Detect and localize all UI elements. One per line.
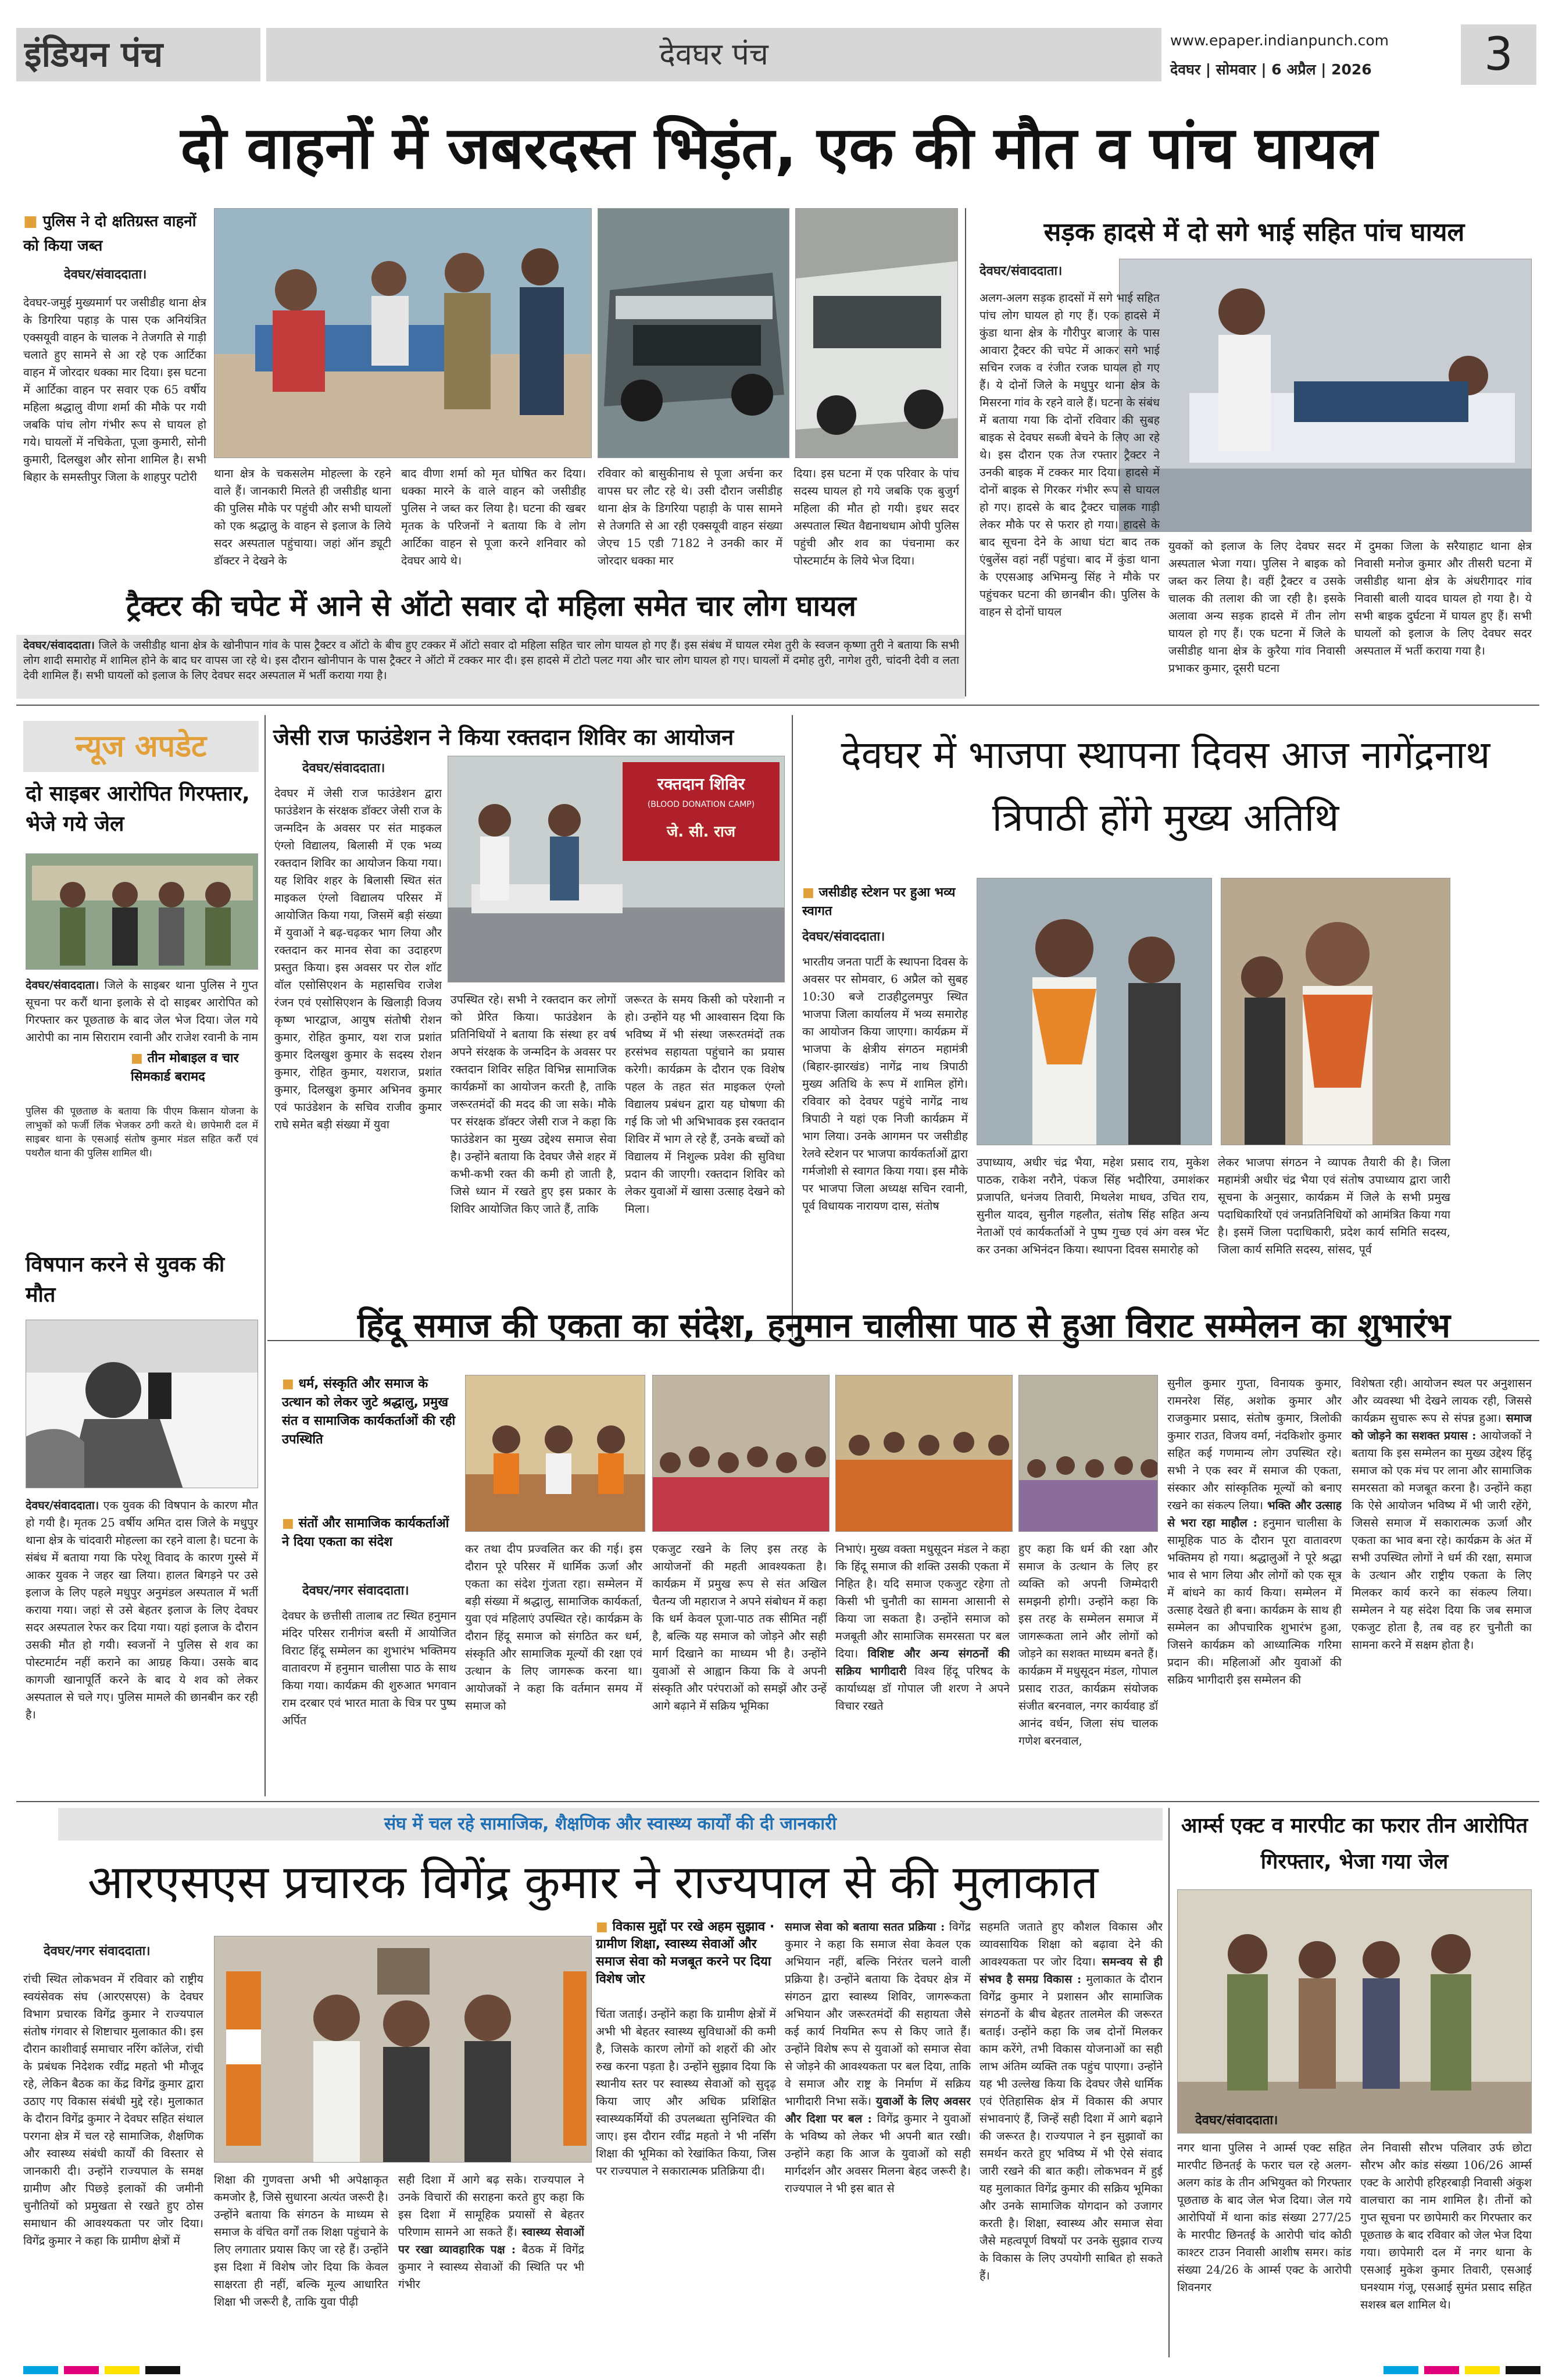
lead-subhead <box>23 209 209 262</box>
arms-headline: आर्म्स एक्ट व मारपीट का फरार तीन आरोपित गिरफ्तार, भेजा गया जेल <box>1181 1814 1528 1874</box>
rss-col-3 <box>398 2171 584 2357</box>
lead-photo-car-side <box>795 208 958 458</box>
hindu-subhead-2-text: संतों और सामाजिक कार्यकर्ताओं ने दिया एकता का संदेश <box>282 1516 449 1549</box>
hindu-photo-audience <box>835 1375 1013 1532</box>
divider <box>1168 1808 1170 2357</box>
hindu-subhead-2 <box>282 1514 456 1578</box>
rss-col-6-text: सहमति जताते हुए कौशल विकास और व्यावसायिक शिक्षा को बढ़ावा देने की आवश्यकता पर जोर दिया। <box>980 1920 1163 1968</box>
hindu-col-6-b: हनुमान चालीसा के सामूहिक पाठ के दौरान पूरा वातावरण भक्तिमय हो गया। श्रद्धालुओं ने पूरे श्रद्धा भाव से भाग लिया और लोगों को एक सूत्र में बांधने का कार्य किया। सम्मेलन में उत्साह देखते ही बना। कार्यक्रम के साथ ही सम्मेलन का औपचारिक शुभारंभ हुआ, जिसने कार्यक्रम को आध्यात्मिक गरिमा प्रदान की। महिलाओं और युवाओं की सक्रिय भागीदारी इस सम्मेलन की <box>1167 1516 1342 1686</box>
hindu-col-6-sub: भक्ति और उत्साह से भरा रहा माहौल : <box>1167 1499 1342 1530</box>
bjp-col-1: भारतीय जनता पार्टी के स्थापना दिवस के अवसर पर सोमवार, 6 अप्रैल को सुबह 10:30 बजे टाउहीटुलमपुर स्थित भाजपा जिला कार्यालय में भव्य समारोह का आयोजन किया जाएगा। कार्यक्रम में भाजपा के क्षेत्रीय संगठन महामंत्री (बिहार-झारखंड) नागेंद्र नाथ त्रिपाठी मुख्य अतिथि के रूप में शामिल होंगे। रविवार को देवघर पहुंचे नागेंद्र नाथ त्रिपाठी ने यहां एक निजी कार्यक्रम में भाग लिया। उनके आगमन पर जसीडीह रेलवे स्टेशन पर भाजपा कार्यकर्ताओं द्वारा गर्मजोशी से स्वागत किया गया। इस मौके पर भाजपा जिला अध्यक्ष सचिन रवानी, पूर्व विधायक नारायण दास, संतोष <box>802 955 968 1213</box>
brothers-col-3: में दुमका जिला के सरैयाहाट थाना क्षेत्र निवासी मनोज कुमार और तीसरी घटना में जसीडीह थाना क्षेत्र के अंधरीगादर गांव निवासी बाली यादव घायल हो गया है। ये सभी बाइक दुर्घटना में घायल हुए हैं। सभी घायलों को इलाज के लिए देवघर सदर अस्पताल में भर्ती कराया गया है। <box>1354 539 1532 657</box>
hindu-col-3: एकजुट रखने के लिए इस तरह के आयोजनों की महती आवश्यकता है। कार्यक्रम में प्रमुख रूप से संत अखिल चैतन्य जी महाराज ने अपने संबोधन में कहा कि धर्म केवल पूजा-पाठ तक सीमित नहीं है, बल्कि यह समाज को जोड़ने और सही मार्ग दिखाने का माध्यम भी है। उन्होंने युवाओं से आह्वान किया कि वे अपनी संस्कृति और परंपराओं को समझें और उन्हें आगे बढ़ाने में सक्रिय भूमिका <box>652 1542 827 1713</box>
bjp-col-4-text <box>1459 878 1532 1337</box>
rss-byline: देवघर/नगर संवाददाता। <box>44 1944 151 1959</box>
hindu-headline: हिंदू समाज की एकता का संदेश, हनुमान चालीसा पाठ से हुआ विराट सम्मेलन का शुभारंभ <box>357 1306 1451 1345</box>
cyber-dateline: देवघर/संवाददाता। <box>26 978 99 992</box>
lead-byline: देवघर/संवाददाता। <box>64 267 147 282</box>
news-update-banner <box>23 721 259 772</box>
bjp-subhead <box>802 884 971 924</box>
rss-col-3-text: सही दिशा में आगे बढ़ सके। राज्यपाल ने उनके विचारों की सराहना करते हुए कहा कि इस दिशा में सामूहिक प्रयासों से बेहतर परिणाम सामने आ सकते हैं। <box>398 2173 584 2239</box>
poison-dateline: देवघर/संवाददाता। <box>26 1499 99 1512</box>
horizontal-divider <box>16 705 1539 706</box>
hindu-col-4 <box>835 1541 1010 1796</box>
blood-byline: देवघर/संवाददाता। <box>302 761 385 776</box>
arms-photo <box>1177 1889 1532 2134</box>
cyber-subhead-text: तीन मोबाइल व चार सिमकार्ड बरामद <box>131 1051 239 1084</box>
bjp-subhead-text: जसीडीह स्टेशन पर हुआ भव्य स्वागत <box>802 885 956 919</box>
rss-col-6-sub: समन्वय से ही संभव है समग्र विकास : <box>980 1955 1163 1986</box>
rss-headline: आरएसएस प्रचारक विगेंद्र कुमार ने राज्यपाल से की मुलाकात <box>87 1855 1099 1909</box>
bjp-col-3: लेकर भाजपा संगठन ने व्यापक तैयारी की है। जिला महामंत्री अधीर चंद्र भैया एवं संतोष उपाध्याय द्वारा जारी सूचना के अनुसार, कार्यक्रम में जिले के सभी प्रमुख पदाधिकारियों एवं जनप्रतिनिधियों को आमंत्रित किया गया है। इसमें जिला पदाधिकारी, प्रदेश कार्य समिति सदस्य, जिला कार्य समिति सदस्य, सांसद, पूर्व <box>1218 1156 1450 1256</box>
blood-headline: जेसी राज फाउंडेशन ने किया रक्तदान शिविर का आयोजन <box>273 724 734 750</box>
lead-col-3: बाद वीणा शर्मा को मृत घोषित कर दिया। धक्का मारने के वाले वाहन को जसीडीह पुलिस ने जब्त कर लिया है। घटना की खबर मृतक के परिजनों ने बताया कि वे लोग आर्टिका वाहन से पूजा करने शनिवार को देवघर आये थे। <box>401 467 586 567</box>
bullet-square-icon: ■ <box>23 213 43 230</box>
blood-banner-org: जे. सी. राज <box>666 823 736 841</box>
poison-body-text: एक युवक की विषपान के कारण मौत हो गयी है। मृतक 25 वर्षीय अमित दास जिले के मधुपुर थाना क्षेत्र के चांदवारी मोहल्ला का रहने वाला है। घटना के संबंध में बताया गया कि परेशू विवाद के कारण गुस्से में आकर युवक ने जहर खा लिया। हालत बिगड़ने पर उसे इलाज के लिए पहले मधुपुर अनुमंडल अस्पताल में भर्ती कराया गया। जहां से उसे बेहतर इलाज के लिए देवघर सदर अस्पताल रेफर कर दिया गया। यहां इलाज के दौरान उसकी मौत हो गयी। स्वजनों ने पुलिस से शव का पोस्टमार्टम नहीं कराने का आग्रह किया। उसके बाद कागजी खानापूर्ति करने के बाद ये शव को लेकर अस्पताल से चले गए। पुलिस मामले की छानबीन कर रही है। <box>26 1499 258 1721</box>
cyber-body-text: जिले के साइबर थाना पुलिस ने गुप्त सूचना पर करौं थाना इलाके से दो साइबर आरोपित को गिरफ्तार कर पूछताछ के बाद जेल भेज दिया। जेल गये आरोपी का नाम सिराराम रवानी और राजेश रवानी के नाम <box>26 978 258 1044</box>
hindu-col-2: कर तथा दीप प्रज्वलित कर की गई। इस दौरान पूरे परिसर में धार्मिक ऊर्जा और एकता का संदेश गुंजता रहा। सम्मेलन में बड़ी संख्या में श्रद्धालु, सामाजिक कार्यकर्ता, युवा एवं महिलाएं उपस्थित रहे। कार्यक्रम के दौरान हिंदू समाज को संगठित कर धर्म, संस्कृति और सामाजिक मूल्यों की रक्षा एवं उत्थान के लिए जागरूक करना था। आयोजकों ने कहा कि वर्तमान समय में समाज को <box>465 1542 642 1713</box>
hindu-col-7-sub: समाज को जोड़ने का सशक्त प्रयास : <box>1352 1411 1532 1442</box>
blood-camp-photo <box>448 756 785 982</box>
hindu-col-7-text: विशेषता रही। आयोजन स्थल पर अनुशासन और व्यवस्था भी देखने लायक रही, जिससे कार्यक्रम सुचारू रूप से संपन्न हुआ। <box>1352 1377 1532 1425</box>
bjp-col-2: उपाध्याय, अधीर चंद्र भैया, महेश प्रसाद राय, मुकेश पाठक, राकेश नरौने, पंकज सिंह भदौरिया, उमाशंकर प्रजापति, धनंजय तिवारी, मिथलेश माधव, उचित राय, सुनील यादव, सुनील गहलौत, संतोष सिंह सहित अन्य नेताओं एवं कार्यकर्ताओं ने पुष्प गुच्छ एवं अंग वस्त्र भेंट कर उनका अभिनंदन किया। स्थापना दिवस समारोह को <box>977 1156 1209 1256</box>
lead-subhead-text: पुलिस ने दो क्षतिग्रस्त वाहनों को किया जब्त <box>23 213 196 255</box>
lead-col-4: रविवार को बासुकीनाथ से पूजा अर्चना कर वापस घर लौट रहे थे। उसी दौरान जसीडीह थाना क्षेत्र के डिगरिया पहाड़ी के पास सामने से तेजगति से आ रही एक्सयूवी वाहन संख्या जेएच 15 एडी 7182 ने उनकी कार में जोरदार धक्का मार <box>598 467 782 567</box>
hindu-byline: देवघर/नगर संवाददाता। <box>302 1584 409 1598</box>
rss-subhead-text: विकास मुद्दों पर रखे अहम सुझाव · ग्रामीण शिक्षा, स्वास्थ्य सेवाओं और समाज सेवा को मजबूत करने पर दिया विशेष जोर <box>596 1920 775 1986</box>
cyber-body-1 <box>26 977 258 1046</box>
divider <box>965 208 966 696</box>
arms-col-1: नगर थाना पुलिस ने आर्म्स एक्ट सहित मारपीट छिनतई के फरार चल रहे अलग-अलग कांड के तीन अभियुक्त को गिरफ्तार पूछताछ के बाद जेल भेज दिया। जेल गये आरोपियों में थाना कांड संख्या 277/25 के मारपीट छिनतई के आरोपी चांद कोठी काश्टर टाउन निवासी आशीष समर। कांड संख्या 24/26 के आर्म्स एक्ट के आरोपी शिवनगर <box>1177 2141 1352 2294</box>
divider <box>792 715 793 1337</box>
bullet-square-icon: ■ <box>596 1920 613 1934</box>
arms-col-2-visible: लेन निवासी सौरभ पलिवार उर्फ छोटा सौरभ और कांड संख्या 106/26 आर्म्स एक्ट के आरोपी हरिहरबाड़ी निवासी अंकुश वालचारा का नाम शामिल है। तीनों को गुप्त सूचना पर छापेमारी कर गिरफ्तार कर पूछताछ के बाद रविवार को जेल भेज दिया गया। छापेमारी दल में नगर थाना के एसआई मुकेश कुमार तिवारी, एसआई घनश्याम गंजू, एसआई सुमंत प्रसाद सहित सशस्त्र बल शामिल थे। <box>1360 2141 1532 2311</box>
hindu-col-4-b: विश्व हिंदू परिषद के कार्याध्यक्ष डॉ गोपाल जी शरण ने अपने विचार रखते <box>835 1664 1010 1713</box>
cyber-photo <box>26 853 258 970</box>
poison-illustration <box>26 1320 258 1488</box>
lead-headline: दो वाहनों में जबरदस्त भिड़ंत, एक की मौत व पांच घायल <box>180 114 1378 182</box>
blood-col-1: देवघर में जेसी राज फाउंडेशन द्वारा फाउंडेशन के संरक्षक डॉक्टर जेसी राज के जन्मदिन के अवसर पर संत माइकल एंग्लो विद्यालय, बिलासी में एक भव्य रक्तदान शिविर का आयोजन किया गया। यह शिविर शहर के बिलासी स्थित संत माइकल एंग्लो विद्यालय परिसर में आयोजित किया गया, जिसमें बड़ी संख्या में युवाओं ने बढ़-चढ़कर भाग लिया और रक्तदान कर मानव सेवा का उदाहरण प्रस्तुत किया। इस अवसर पर रोल शॉट वॉल एसोसिएशन के महासचिव राजेश रंजन एवं एसोसिएशन के खिलाड़ी विजय कृष्ण भारद्वाज, आयुष संतोषी रोशन कुमार, रोहित कुमार, यश राज प्रशांत कुमार दिलखुश कुमार के सदस्य रोशन कुमार, रोहित कुमार, यशराज, प्रशांत कुमार, दिलखुश कुमार अभिनव कुमार एवं फाउंडेशन के सचिव राजीव कुमार राघे समेत बड़ी संख्या में युवा <box>274 787 442 1131</box>
rss-col-5-sub: समाज सेवा को बताया सतत प्रक्रिया : <box>785 1920 945 1934</box>
news-update-label-b: अपडेट <box>134 729 207 764</box>
hindu-subhead-1-text: धर्म, संस्कृति और समाज के उत्थान को लेकर जुटे श्रद्धालु, प्रमुख संत व सामाजिक कार्यकर्ताओं की रही उपस्थिति <box>282 1377 456 1447</box>
masthead-dateline: देवघर | सोमवार | 6 अप्रैल | 2026 <box>1170 61 1372 78</box>
lead-photo-hospital <box>214 208 592 458</box>
rss-col-5-text: विगेंद्र कुमार ने कहा कि समाज सेवा केवल एक अभियान नहीं, बल्कि निरंतर चलने वाली प्रक्रिया है। उन्होंने बताया कि देवघर क्षेत्र में संगठन द्वारा स्वास्थ्य शिविर, जागरूकता अभियान और जरूरतमंदों की सहायता जैसे कई कार्य नियमित रूप से किए जाते हैं। उन्होंने विशेष रूप से युवाओं को समाज सेवा से जोड़ने की आवश्यकता पर बल दिया, ताकि वे समाज और राष्ट्र के निर्माण में सक्रिय भागीदारी निभा सकें। <box>785 1920 971 2108</box>
rss-photo-governor <box>214 1936 592 2163</box>
bjp-byline: देवघर/संवाददाता। <box>802 930 885 944</box>
lead-col-5: दिया। इस घटना में एक परिवार के पांच सदस्य घायल हो गये जबकि एक बुजुर्ग महिला की मौत हो गयी। इधर सदर अस्पताल स्थित वैद्यनाथधाम ओपी पुलिस पहुंची और शव का पंचनामा कर पोस्टमार्टम के लिये भेज दिया। <box>793 467 959 567</box>
masthead <box>16 12 1539 87</box>
brothers-byline: देवघर/संवाददाता। <box>980 264 1063 278</box>
hindu-photo-crowd <box>652 1375 830 1532</box>
poison-body <box>26 1497 258 1793</box>
poison-headline: विषपान करने से युवक की मौत <box>26 1253 225 1307</box>
cyber-subhead <box>131 1049 259 1105</box>
tractor-body <box>23 638 959 698</box>
cyber-body-continued: पुलिस की पूछताछ के बताया कि पीएम किसान योजना के लाभुकों को फर्जी लिंक भेजकर ठगी करते थे। छापेमारी दल में साइबर थाना के एसआई संतोष कुमार मंडल सहित करौं एवं पथरौल थाना की पुलिस शामिल थी। <box>26 1106 258 1159</box>
hindu-subhead-1 <box>282 1375 456 1509</box>
masthead-paper-name: इंडियन पंच <box>16 28 260 81</box>
lead-col-1: देवघर-जमुई मुख्यमार्ग पर जसीडीह थाना क्षेत्र के डिगरिया पहाड़ के पास एक अनियंत्रित एक्सयूवी वाहन के चालक ने तेजगति से गाड़ी चलाते हुए सामने से आ रहे एक आर्टिका वाहन में जोरदार धक्का मार दिया। इस घटना में आर्टिका वाहन पर सवार एक 65 वर्षीय महिला श्रद्धालु वीणा शर्मा की मौके पर गयी जबकि पांच लोग गंभीर रूप से घायल हो गये। घायलों में नचिकेता, पूजा कुमारी, सोनी कुमारी, दिलखुश और सोना शामिल है। सभी बिहार के समस्तीपुर जिला के शाहपुर पटोरी <box>23 296 206 484</box>
footer-color-marks <box>0 2360 1555 2380</box>
divider <box>264 715 266 1796</box>
rss-col-5-sub2: युवाओं के लिए अवसर और दिशा पर बल : <box>785 2095 971 2125</box>
hindu-col-5: हुए कहा कि धर्म की रक्षा और समाज के उत्थान के लिए हर व्यक्ति को अपनी जिम्मेदारी समझनी होगी। उन्होंने कहा कि इस तरह के सम्मेलन समाज में जागरूकता लाने और लोगों को जोड़ने का सशक्त माध्यम बनते हैं। कार्यक्रम में मधुसूदन मंडल, गोपाल प्रसाद राउत, कार्यक्रम संयोजक संजीत बरनवाल, नगर कार्यवाह डॉ आनंद वर्धन, जिला संघ चालक गणेश बरनवाल, <box>1018 1542 1158 1748</box>
rss-col-5 <box>785 1918 971 2357</box>
bjp-photo-welcome <box>977 878 1212 1145</box>
hindu-photo-gathering <box>1018 1375 1158 1532</box>
tractor-dateline: देवघर/संवाददाता। <box>23 639 95 652</box>
blood-col-2: उपस्थित रहे। सभी ने रक्तदान कर लोगों को प्रेरित किया। फाउंडेशन के प्रतिनिधियों ने बताया कि संस्था हर वर्ष अपने संरक्षक के जन्मदिन के अवसर पर रक्तदान शिविर सहित विभिन्न सामाजिक कार्यक्रमों का आयोजन करती है, ताकि जरूरतमंदों की मदद की जा सके। मौके पर संरक्षक डॉक्टर जेसी राज ने कहा कि फाउंडेशन का मुख्य उद्देश्य समाज सेवा है। उन्होंने बताया कि देवघर जैसे शहर में कभी-कभी रक्त की कमी हो जाती है, जिसे ध्यान में रखते हुए इस प्रकार के शिविर आयोजित किए जाते हैं, ताकि <box>451 993 616 1216</box>
bullet-square-icon: ■ <box>282 1377 299 1391</box>
arms-photo-caption: देवघर/संवाददाता। <box>1195 2113 1278 2128</box>
hindu-col-7-b: आयोजकों ने बताया कि इस सम्मेलन का मुख्य उद्देश्य हिंदू समाज को एक मंच पर लाना और सामाजिक समरसता को मजबूत करना है। उन्होंने कहा कि ऐसे आयोजन भविष्य में भी जारी रहेंगे, जिससे समाज में सकारात्मक ऊर्जा और एकता का भाव बना रहे। कार्यक्रम के अंत में सभी उपस्थित लोगों ने धर्म की रक्षा, समाज के उत्थान और राष्ट्रीय एकता के लिए मिलकर कार्य करने का संकल्प लिया। सम्मेलन ने यह संदेश दिया कि जब समाज एकजुट होता है, तब वह हर चुनौती का सामना करने में सक्षम होता है। <box>1352 1429 1532 1652</box>
rss-col-3-sub: स्वास्थ्य सेवाओं पर रखा व्यावहारिक पक्ष : <box>398 2225 584 2256</box>
rss-col-3-b: बैठक में विगेंद्र कुमार ने स्वास्थ्य सेवाओं की स्थिति पर भी गंभीर <box>398 2243 584 2291</box>
hindu-col-4-sub: विशिष्ट और अन्य संगठनों की सक्रिय भागीदारी <box>835 1647 1010 1678</box>
bullet-square-icon: ■ <box>802 885 819 900</box>
rss-col-2: शिक्षा की गुणवत्ता अभी भी अपेक्षाकृत कमजोर है, जिसे सुधारना अत्यंत जरूरी है। उन्होंने बताया कि संगठन के माध्यम से समाज के वंचित वर्गों तक शिक्षा पहुंचाने के लिए लगातार प्रयास किए जा रहे हैं। उन्होंने इस दिशा में विशेष जोर दिया कि केवल साक्षरता ही नहीं, बल्कि मूल्य आधारित शिक्षा भी जरूरी है, ताकि युवा पीढ़ी <box>214 2173 388 2308</box>
rss-col-4: चिंता जताई। उन्होंने कहा कि ग्रामीण क्षेत्रों में अभी भी बेहतर स्वास्थ्य सुविधाओं की कमी है, जिसके कारण लोगों को शहरों की ओर रुख करना पड़ता है। उन्होंने सुझाव दिया कि स्थानीय स्तर पर स्वास्थ्य सेवाओं को सुदृढ़ किया जाए और अधिक प्रशिक्षित स्वास्थ्यकर्मियों की उपलब्धता सुनिश्चित की जाए। इस दौरान रवींद्र महतो ने भी नर्सिंग शिक्षा की भूमिका को रेखांकित किया, जिस पर राज्यपाल ने सकारात्मक प्रतिक्रिया दी। <box>596 2007 776 2178</box>
hindu-col-4-text: निभाएं। मुख्य वक्ता मधुसूदन मंडल ने कहा कि हिंदू समाज की शक्ति उसकी एकता में निहित है। यदि समाज एकजुट रहेगा तो किसी भी चुनौती का सामना आसानी से किया जा सकता है। उन्होंने समाज को मजबूती और सामाजिक समरसता पर बल दिया। <box>835 1542 1010 1660</box>
blood-col-3: जरूरत के समय किसी को परेशानी न हो। उन्होंने यह भी आश्वासन दिया कि भविष्य में भी संस्था जरूरतमंदों तक हरसंभव सहायता पहुंचाने का प्रयास करेगी। कार्यक्रम के दौरान एक विशेष पहल के तहत संत माइकल एंग्लो विद्यालय प्रबंधन द्वारा यह घोषणा की गई कि जो भी अभिभावक इस रक्तदान शिविर में भाग ले रहे हैं, उनके बच्चों को विद्यालय में निशुल्क प्रवेश की सुविधा प्रदान की जाएगी। रक्तदान शिविर को लेकर युवाओं में खासा उत्साह देखने को मिला। <box>625 993 785 1216</box>
rss-kicker: संघ में चल रहे सामाजिक, शैक्षणिक और स्वास्थ्य कार्यों की दी जानकारी <box>58 1808 1163 1841</box>
blood-banner-sub: (BLOOD DONATION CAMP) <box>647 800 755 809</box>
blood-banner-title: रक्तदान शिविर <box>657 774 745 794</box>
horizontal-divider <box>16 1801 1539 1802</box>
tractor-headline: ट्रैक्टर की चपेट में आने से ऑटो सवार दो महिला समेत चार लोग घायल <box>126 589 856 623</box>
hindu-col-6 <box>1167 1375 1342 1796</box>
lead-col-2: थाना क्षेत्र के चकसलेम मोहल्ला के रहने वाले हैं। जानकारी मिलते ही जसीडीह थाना की पुलिस मौके पर पहुंची और सभी घायलों को एक श्रद्धालु के वाहन से इलाज के लिये सदर अस्पताल पहुंचाया। जहां ऑन ड्यूटी डॉक्टर ने देखने के <box>214 467 391 567</box>
bullet-square-icon: ■ <box>131 1051 148 1066</box>
tractor-body-text: जिले के जसीडीह थाना क्षेत्र के खोनीपान गांव के पास ट्रैक्टर व ऑटो के बीच हुए टक्कर में ऑटो सवार दो महिला सहित चार लोग घायल हो गए हैं। इस संबंध में घायल रमेश तुरी के स्वजन कृष्णा तुरी ने बताया कि सभी लोग शादी समारोह में शामिल होने के बाद घर वापस जा रहे थे। इस दौरान खोनीपान के पास ट्रैक्टर ने ऑटो में टक्कर मार दी। इस हादसे में टोटो पलट गया और चार लोग घायल हो गए। घायलों में दमोह तुरी, नागेश तुरी, चांदनी देवी व लता देवी शामिल हैं। सभी घायलों को इलाज के लिए देवघर सदर अस्पताल में भर्ती कराया गया है। <box>23 639 959 682</box>
lead-photo-car-front <box>598 208 789 458</box>
bullet-square-icon: ■ <box>282 1516 299 1531</box>
hindu-col-1: देवघर के छत्तीसी तालाब तट स्थित हनुमान मंदिर परिसर रानीगंज बस्ती में आयोजित विराट हिंदू सम्मेलन का शुभारंभ भक्तिमय वातावरण में हनुमान चालीसा पाठ के साथ किया गया। कार्यक्रम की शुरुआत भगवान राम दरबार एवं भारत माता के चित्र पर पुष्प अर्पित <box>282 1609 456 1727</box>
rss-col-5-b: विगेंद्र कुमार ने युवाओं के भविष्य को लेकर भी अपनी बात रखी। उन्होंने कहा कि आज के युवाओं को सही मार्गदर्शन और अवसर मिलना बेहद जरूरी है। राज्यपाल ने भी इस बात से <box>785 2112 971 2195</box>
page-number: 3 <box>1461 24 1536 85</box>
brothers-col-2: युवकों को इलाज के लिए देवघर सदर अस्पताल भेजा गया। पुलिस ने बाइक को जब्त कर लिया है। वहीं ट्रैक्टर व उसके चालक की तलाश की जा रही है। इसके अलावा अन्य सड़क हादसे में तीन लोग घायल हो गए हैं। एक घटना में जिले के जसीडीह थाना क्षेत्र के कुरैया गांव निवासी प्रभाकर कुमार, दूसरी घटना <box>1168 539 1346 675</box>
brothers-col-1: अलग-अलग सड़क हादसों में सगे भाई सहित पांच लोग घायल हो गए हैं। एक हादसे में कुंडा थाना क्षेत्र के गौरीपुर बाजार के पास आवारा ट्रैक्टर की चपेट में आकर सगे भाई सचिन रजक व रंजीत रजक घायल हो गए हैं। ये दोनों जिले के मधुपुर थाना क्षेत्र के मिसरना गांव के रहने वाले हैं। घटना के संबंध में बताया गया कि दोनों रविवार की सुबह बाइक से देवघर सब्जी बेचने के लिए आ रहे थे। इस दौरान एक तेज रफ्तार ट्रैक्टर ने उनकी बाइक में टक्कर मार दिया। हादसे में दोनों बाइक से गिरकर गंभीर रूप से घायल हो गए। हादसे के बाद ट्रैक्टर चालक गाड़ी लेकर मौके पर से फरार हो गया। हादसे के बाद सूचना देने के आधा घंटा बाद तक एंबुलेंस वहां नहीं पहुंचा। बाद में कुंडा थाना के एएसआइ अभिमन्यु सिंह ने मौके पर पहुंचकर घटना की छानबीन की। पुलिस के वाहन से दोनों घायल <box>980 291 1160 619</box>
rss-col-6 <box>980 1918 1163 2357</box>
rss-col-6-b: मुलाकात के दौरान विगेंद्र कुमार ने प्रशासन और सामाजिक संगठनों के बीच बेहतर तालमेल की जरूरत बताई। उन्होंने कहा कि जब दोनों मिलकर काम करेंगे, तभी विकास योजनाओं का सही लाभ अंतिम व्यक्ति तक पहुंच पाएगा। उन्होंने यह भी उल्लेख किया कि देवघर जैसे धार्मिक एवं ऐतिहासिक क्षेत्र में विकास की अपार संभावनाएं हैं, जिन्हें सही दिशा में आगे बढ़ाने की जरूरत है। राज्यपाल ने इन सुझावों का समर्थन करते हुए भविष्य में भी ऐसे संवाद जारी रखने की बात कही। लोकभवन में हुई यह मुलाकात विगेंद्र कुमार की सक्रिय भूमिका और उनके सामाजिक योगदान को उजागर करती है। शिक्षा, स्वास्थ्य और समाज सेवा जैसे महत्वपूर्ण विषयों पर उनके सुझाव राज्य के विकास के लिए उपयोगी साबित हो सकते हैं। <box>980 1972 1163 2282</box>
rss-col-1: रांची स्थित लोकभवन में रविवार को राष्ट्रीय स्वयंसेवक संघ (आरएसएस) के देवघर विभाग प्रचारक विगेंद्र कुमार ने राज्यपाल संतोष गंगवार से शिष्टाचार मुलाकात की। इस दौरान काशीवाई समाचार नरिंग कॉलेज, रांची के प्रबंधक निदेशक रवींद्र महतो भी मौजूद रहे, लेकिन बैठक का केंद्र विगेंद्र कुमार द्वारा उठाए गए विकास संबंधी मुद्दे रहे। मुलाकात के दौरान विगेंद्र कुमार ने देवघर सहित संथाल परगना क्षेत्र में चल रहे सामाजिक, शैक्षणिक और स्वास्थ्य संबंधी कार्यों की विस्तार से जानकारी दी। उन्होंने राज्यपाल के समक्ष ग्रामीण और पिछड़े इलाकों की जमीनी चुनौतियों को प्रमुखता से रखते हुए ठोस समाधान की आवश्यकता पर जोर दिया। विगेंद्र कुमार ने कहा कि ग्रामीण क्षेत्रों में <box>23 1972 203 2247</box>
hindu-col-7 <box>1352 1375 1532 1796</box>
masthead-edition: देवघर पंच <box>266 28 1161 81</box>
masthead-website[interactable]: www.epaper.indianpunch.com <box>1170 32 1389 49</box>
cyber-headline: दो साइबर आरोपित गिरफ्तार, भेजे गये जेल <box>26 782 250 836</box>
cyber-body-2 <box>26 1105 258 1250</box>
hindu-col-6-text: सुनील कुमार गुप्ता, विनायक कुमार, रामनरेश सिंह, अशोक कुमार और राजकुमार प्रसाद, संतोष कुमार, त्रिलोकी कुमार राउत, विजय वर्मा, नंदकिशोर कुमार सहित कई गणमान्य लोग उपस्थित रहे। सभी ने एक स्वर में समाज की एकता, संस्कार और सांस्कृतिक मूल्यों को बनाए रखने का संकल्प लिया। <box>1167 1377 1342 1512</box>
rss-subheads <box>596 1918 776 2000</box>
bjp-photo-leader <box>1221 878 1450 1145</box>
hindu-photo-stage <box>465 1375 645 1532</box>
news-update-label-a: न्यूज <box>75 729 124 764</box>
bjp-headline: देवघर में भाजपा स्थापना दिवस आज नागेंद्रनाथ त्रिपाठी होंगे मुख्य अतिथि <box>841 732 1490 840</box>
brothers-photo-hospital-bed <box>1119 259 1532 532</box>
brothers-headline: सड़क हादसे में दो सगे भाई सहित पांच घायल <box>1043 217 1465 247</box>
